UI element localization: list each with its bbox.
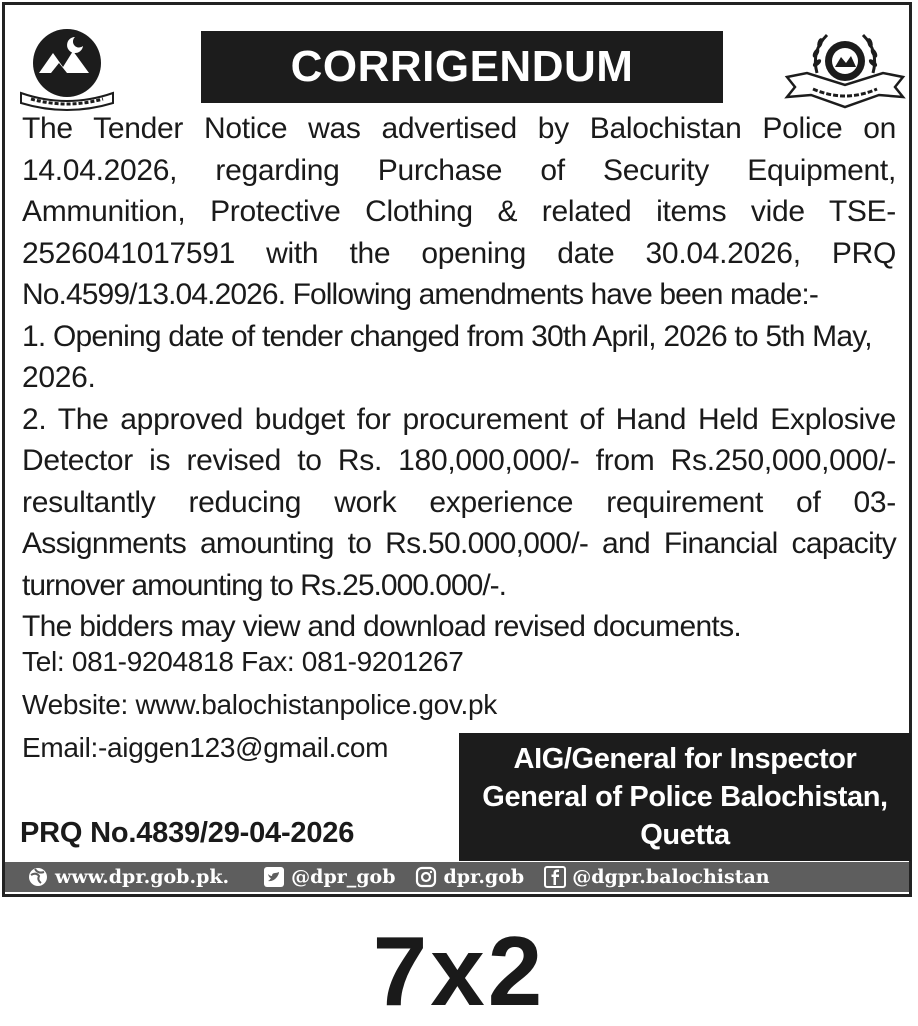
body-line: Ammunition, Protective Clothing & related items vide TSE- [22,195,896,228]
footer-website-text: www.dpr.gob.pk. [55,866,230,888]
amendment-2-line: 2. The approved budget for procurement of Hand Held Explosive [22,402,896,436]
footer-instagram[interactable] [415,866,524,888]
signature-line: General of Police Balochistan, [482,781,888,813]
twitter-icon [263,866,285,888]
signature-block [459,733,911,861]
instagram-icon [415,866,437,888]
website-link[interactable]: Website: www.balochistanpolice.gov.pk [22,689,498,720]
footer-instagram-text: dpr.gob [443,866,525,888]
tel-fax: Tel: 081-9204818 Fax: 081-9201267 [22,646,464,677]
footer-twitter-text: @dpr_gob [291,866,396,888]
balochistan-emblem-icon [17,23,117,113]
footer-facebook-text: @dgpr.balochistan [572,866,770,888]
body-line: The Tender Notice was advertised by Balochistan Police on [22,112,896,145]
signature-line: AIG/General for Inspector [513,743,857,775]
amendment-2-line: turnover amounting to Rs.25.000.000/-. [22,568,506,602]
facebook-icon [544,866,566,888]
body-line: No.4599/13.04.2026. Following amendments have been made:- [22,278,818,311]
amendment-2-line: Detector is revised to Rs. 180,000,000/- from Rs.250,000,000/- [22,444,896,477]
body-line: 14.04.2026, regarding Purchase of Security Equipment, [22,153,896,187]
globe-icon [27,866,49,888]
title-text: CORRIGENDUM [290,42,634,91]
bidders-note: The bidders may view and download revised documents. [22,610,742,643]
body-line: 2526041017591 with the opening date 30.04.2026, PRQ [22,236,896,270]
footer-facebook[interactable] [544,866,769,888]
footer-twitter[interactable] [263,866,395,888]
notice-body [22,108,896,648]
signature-line: Quetta [640,819,730,851]
amendment-1-line: 1. Opening date of tender changed from 30th April, 2026 to 5th May, [22,319,872,353]
amendment-2-line: resultantly reducing work experience requirement of 03- [22,485,896,519]
ad-size-code: 7x2 [372,916,546,1026]
amendment-2-line: Assignments amounting to Rs.50.000,000/- and Financial capacity [22,527,896,560]
email-link[interactable]: Email:-aiggen123@gmail.com [22,732,389,763]
prq-number: PRQ No.4839/29-04-2026 [20,817,355,849]
amendment-1-line: 2026. [22,361,96,394]
footer-bar [5,862,909,892]
page-title [201,31,723,103]
footer-website[interactable] [27,866,229,888]
dgpr-emblem-icon [783,23,907,113]
contact-block [22,640,497,769]
